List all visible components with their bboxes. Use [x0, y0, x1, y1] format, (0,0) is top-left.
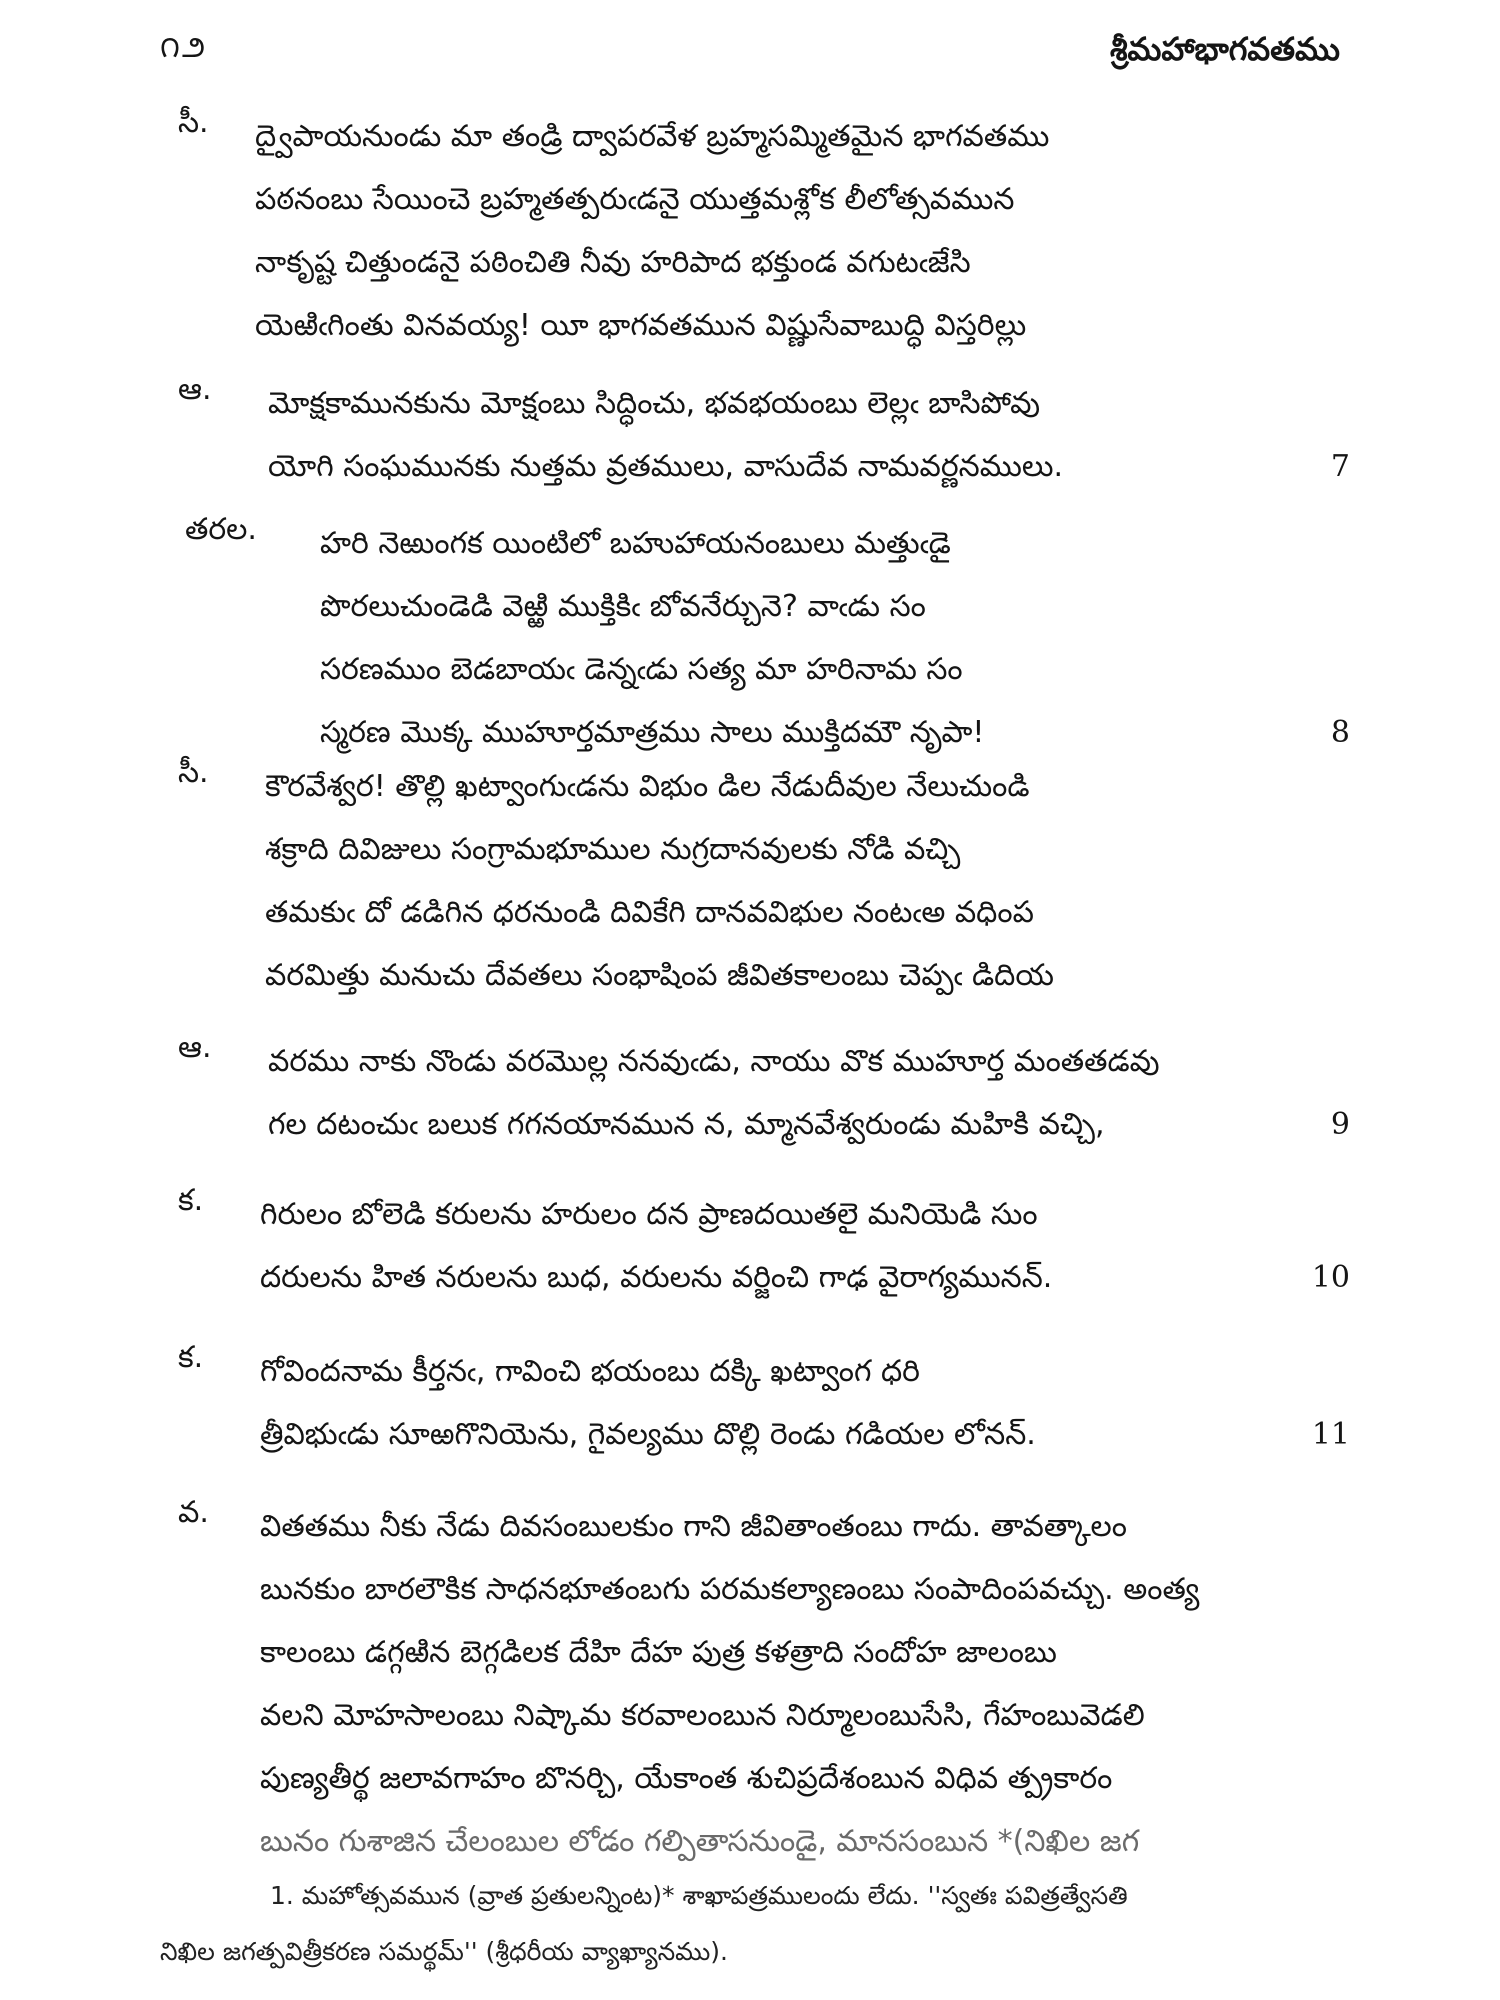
verse-number: 9: [1330, 1107, 1350, 1142]
verse-line: గిరులం బోలెడి కరులను హరులం దన ప్రాణదయితలై మనియెడి సుం: [260, 1197, 1038, 1232]
prose-line: వలని మోహసాలంబు నిష్కామ కరవాలంబున నిర్మూలంబుసేసి, గేహంబువెడలి: [260, 1698, 1145, 1733]
footnote-line: 1. మహోత్సవమున (వ్రాత ప్రతులన్నింట)* శాఖాపత్రములందు లేదు. ''స్వతః పవిత్రత్వేసతి: [270, 1881, 1128, 1910]
verse-block: [150, 105, 1350, 365]
verse-line: దరులను హిత నరులను బుధ, వరులను వర్జించి గాఢ వైరాగ్యమునన్.: [260, 1260, 1053, 1295]
footnote-line: నిఖిల జగత్పవిత్రీకరణ సమర్థమ్'' (శ్రీధరీయ వ్యాఖ్యానము).: [160, 1937, 728, 1966]
verse-line: త్రీవిభుఁడు సూఱగొనియెను, గైవల్యము దొల్లి రెండు గడియల లోనన్.: [260, 1417, 1036, 1452]
prose-line: కాలంబు డగ్గఱిన బెగ్గడిలక దేహి దేహ పుత్ర కళత్రాది సందోహ జాలంబు: [260, 1635, 1057, 1670]
prose-line: వితతము నీకు నేడు దివసంబులకుం గాని జీవితాంతంబు గాదు. తావత్కాలం: [260, 1509, 1127, 1544]
verse-line: కౌరవేశ్వర! తొల్లి ఖట్వాంగుఁడను విభుం డిల నేడుదీవుల నేలుచుండి: [265, 769, 1030, 804]
verse-line: యెఱిఁగింతు వినవయ్య! యీ భాగవతమున విష్ణుసేవాబుద్ధి విస్తరిల్లు: [255, 308, 1027, 343]
prose-line: బునం గుశాజిన చేలంబుల లోడం గల్పితాసనుండై, మానసంబున *(నిఖిల జగ: [260, 1824, 1140, 1859]
verse-line: సరణముం బెడబాయఁ డెన్నఁడు సత్య మా హరినామ సం: [320, 652, 963, 687]
verse-line: యోగి సంఘమునకు నుత్తమ వ్రతములు, వాసుదేవ నామవర్ణనములు.: [268, 449, 1064, 484]
verse-meter: ఆ.: [178, 372, 212, 407]
verse-block: [150, 1030, 1350, 1160]
page-number: ౧౨: [160, 30, 208, 65]
verse-block: [150, 512, 1350, 772]
verse-meter: వ.: [178, 1495, 209, 1530]
verse-line: వరము నాకు నొండు వరమొల్ల ననవుఁడు, నాయు వొక ముహూర్త మంతతడవు: [268, 1044, 1160, 1079]
page-header: [150, 30, 1340, 80]
verse-meter: ఆ.: [178, 1030, 212, 1065]
verse-number: 10: [1311, 1260, 1350, 1295]
verse-number: 7: [1330, 449, 1350, 484]
verse-line: ద్వైపాయనుండు మా తండ్రి ద్వాపరవేళ బ్రహ్మసమ్మితమైన భాగవతము: [255, 119, 1050, 154]
verse-line: పొరలుచుండెడి వెఱ్ఱి ముక్తికిఁ బోవనేర్చునె? వాఁడు సం: [320, 589, 926, 624]
verse-number: 11: [1311, 1417, 1350, 1452]
verse-line: మోక్షకామునకును మోక్షంబు సిద్ధించు, భవభయంబు లెల్లఁ బాసిపోవు: [268, 386, 1041, 421]
verse-number: 8: [1330, 715, 1350, 750]
verse-meter: తరల.: [185, 512, 257, 547]
verse-line: వరమిత్తు మనుచు దేవతలు సంభాషింప జీవితకాలంబు చెప్పఁ డిదియ: [265, 958, 1054, 993]
footnotes: [160, 1868, 1350, 1980]
verse-block: [150, 372, 1350, 502]
prose-line: పుణ్యతీర్థ జలావగాహం బొనర్చి, యేకాంత శుచిప్రదేశంబున విధివ త్ప్రకారం: [260, 1761, 1113, 1796]
verse-line: పఠనంబు సేయించె బ్రహ్మతత్పరుఁడనై యుత్తమశ్లోక లీలోత్సవమున: [255, 182, 1015, 217]
verse-line: నాకృష్ట చిత్తుండనై పఠించితి నీవు హరిపాద భక్తుండ వగుటఁజేసి: [255, 245, 971, 280]
verse-block: [150, 755, 1350, 1015]
verse-block: [150, 1183, 1350, 1313]
verse-line: గోవిందనామ కీర్తనఁ, గావించి భయంబు దక్కి ఖట్వాంగ ధరి: [260, 1354, 920, 1389]
verse-meter: సీ.: [178, 105, 209, 140]
prose-line: బునకుం బారలౌకిక సాధనభూతంబగు పరమకల్యాణంబు సంపాదింపవచ్చు. అంత్య: [260, 1572, 1200, 1607]
verse-line: శక్రాది దివిజులు సంగ్రామభూముల నుగ్రదానవులకు నోడి వచ్చి: [265, 832, 961, 867]
running-title: శ్రీమహాభాగవతము: [1109, 30, 1340, 68]
verse-meter: క.: [178, 1183, 204, 1218]
verse-block: [150, 1340, 1350, 1470]
verse-line: హరి నెఱుంగక యింటిలో బహుహాయనంబులు మత్తుఁడై: [320, 526, 951, 561]
verse-line: స్మరణ మొక్క ముహూర్తమాత్రము సాలు ముక్తిదమౌ నృపా!: [320, 715, 985, 750]
prose-block: [150, 1495, 1350, 1875]
verse-meter: క.: [178, 1340, 204, 1375]
verse-line: తమకుఁ దో డడిగిన ధరనుండి దివికేగి దానవవిభుల నంటఁఅ వధింప: [265, 895, 1034, 930]
verse-meter: సీ.: [178, 755, 209, 790]
verse-line: గల దటంచుఁ బలుక గగనయానమున న, మ్మానవేశ్వరుండు మహికి వచ్చి,: [268, 1107, 1105, 1142]
